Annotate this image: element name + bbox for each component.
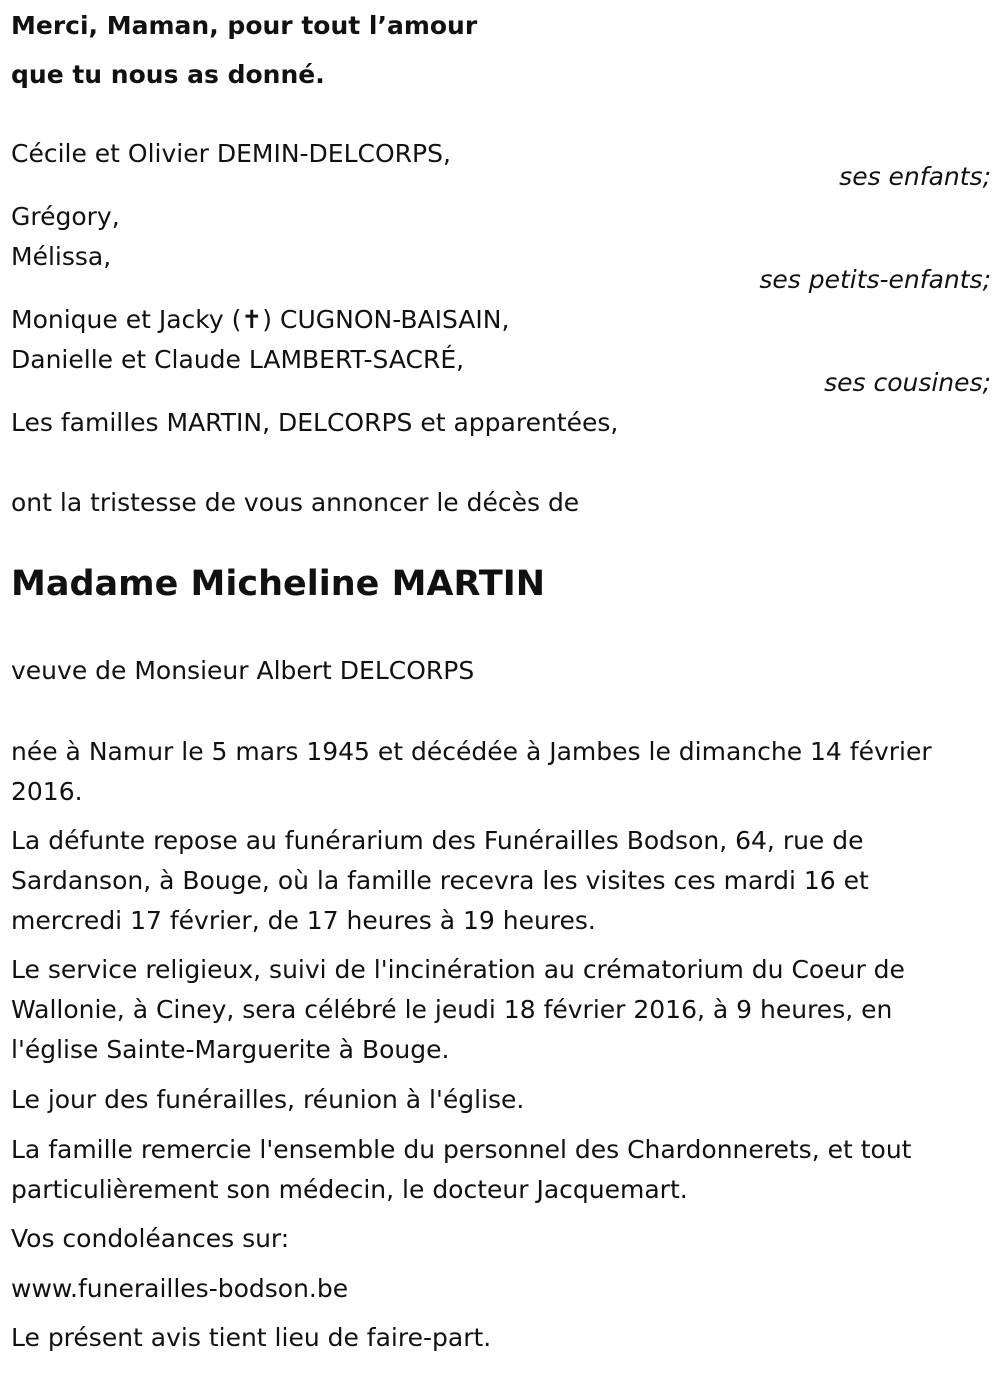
dedication-line-2: que tu nous as donné. — [11, 60, 325, 89]
dedication-line-1: Merci, Maman, pour tout l’amour — [11, 11, 478, 40]
grandchildren-role: ses petits-enfants; — [759, 265, 991, 294]
announcement-intro: ont la tristesse de vous annoncer le décès de — [11, 488, 580, 517]
service-paragraph: Le service religieux, suivi de l'incinération au crématorium du Coeur de Wallonie, à Ciney, sera célébré le jeudi 18 février 2016, à 9 heures, en l'église Sainte-Marguerite à Bouge. — [11, 955, 905, 1064]
cousin-2: Danielle et Claude LAMBERT-SACRÉ, — [11, 345, 465, 374]
meeting-paragraph: Le jour des funérailles, réunion à l'église. — [11, 1085, 525, 1114]
widow-of-line: veuve de Monsieur Albert DELCORPS — [11, 656, 475, 685]
grandchild-1: Grégory, — [11, 202, 120, 231]
birth-death-paragraph: née à Namur le 5 mars 1945 et décédée à Jambes le dimanche 14 février 2016. — [11, 737, 932, 806]
cousins-role: ses cousines; — [824, 368, 991, 397]
condolences-link[interactable] — [11, 1269, 348, 1309]
children-names: Cécile et Olivier DEMIN-DELCORPS, — [11, 139, 451, 168]
families-line: Les familles MARTIN, DELCORPS et apparentées, — [11, 408, 619, 437]
condolences-label: Vos condoléances sur: — [11, 1224, 290, 1253]
thanks-paragraph: La famille remercie l'ensemble du personnel des Chardonnerets, et tout particulièrement son médecin, le docteur Jacquemart. — [11, 1135, 912, 1204]
cousin-1: Monique et Jacky (✝) CUGNON-BAISAIN, — [11, 305, 510, 334]
condolences-url[interactable]: www.funerailles-bodson.be — [11, 1274, 349, 1303]
children-role: ses enfants; — [839, 162, 991, 191]
deceased-name: Madame Micheline MARTIN — [11, 564, 546, 604]
notice-line: Le présent avis tient lieu de faire-part. — [11, 1323, 492, 1352]
visitation-paragraph: La défunte repose au funérarium des Funérailles Bodson, 64, rue de Sardanson, à Bouge, où la famille recevra les visites ces mardi 16 et mercredi 17 février, de 17 heures à 19 heures. — [11, 826, 869, 935]
grandchild-2: Mélissa, — [11, 242, 112, 271]
